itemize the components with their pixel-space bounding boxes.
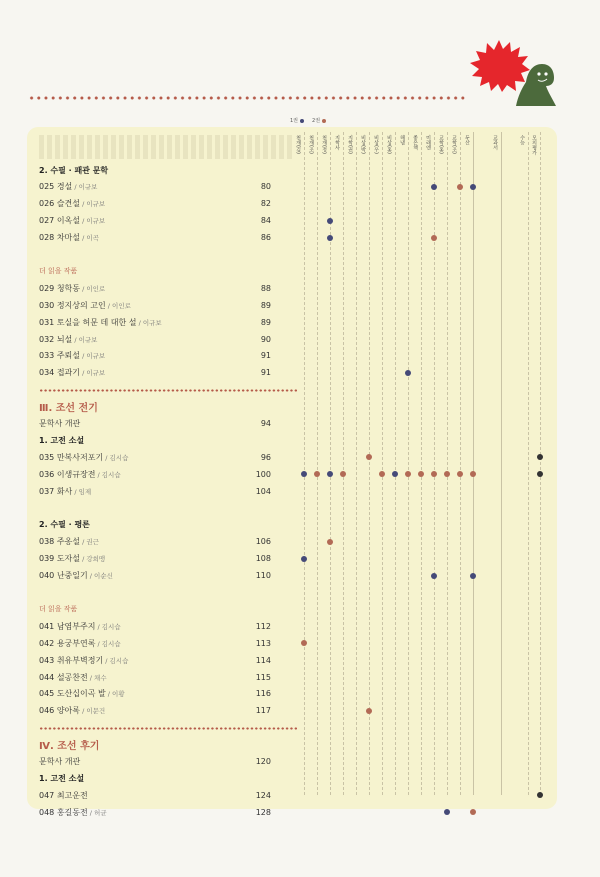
entry-author: / 강희맹 (80, 555, 106, 564)
toc-entry[interactable] (39, 365, 271, 381)
column-header: 교학(조) (451, 135, 457, 154)
column-divider (408, 132, 409, 795)
entry-author: / 이규보 (80, 369, 106, 378)
column-divider (528, 132, 529, 795)
column-header: 지학(권) (347, 135, 353, 154)
toc-entry[interactable] (39, 804, 271, 820)
textbook-marker-dot (301, 556, 307, 562)
entry-author: / 이문건 (80, 707, 106, 716)
entry-page: 115 (255, 672, 271, 682)
entry-title: 문학사 개관 (39, 419, 81, 428)
toc-entry[interactable] (39, 618, 271, 634)
entry-author: / 김시습 (95, 639, 121, 648)
column-divider (434, 132, 435, 795)
toc-entry[interactable] (39, 466, 271, 482)
textbook-marker-dot (457, 184, 463, 190)
entry-page: 112 (255, 621, 271, 631)
entry-title: 036 이생규장전 / 김시습 (39, 469, 121, 479)
entry-title: 027 이옥설 / 이규보 (39, 216, 106, 226)
column-header: 좋은책 (412, 135, 418, 150)
toc-entry[interactable] (39, 652, 271, 668)
toc-entry[interactable] (39, 754, 271, 770)
entry-title: 2. 수필 · 평론 (39, 520, 90, 530)
entry-page: 84 (260, 216, 271, 226)
column-divider (540, 132, 541, 795)
entry-title: 043 취유부벽정기 / 김시습 (39, 655, 129, 665)
section-heading (39, 770, 271, 786)
entry-page: 88 (260, 283, 271, 293)
entry-author: / 허균 (87, 808, 107, 817)
textbook-marker-dot (537, 471, 543, 477)
entry-title: 더 읽을 작품 (39, 267, 78, 276)
entry-title: Ⅲ. 조선 전기 (39, 403, 98, 415)
legend-vol2: 2권 (312, 117, 326, 124)
toc-entry[interactable] (39, 331, 271, 347)
entry-author: / 채수 (87, 673, 107, 682)
entry-page: 113 (255, 638, 271, 648)
textbook-marker-dot (431, 184, 437, 190)
entry-page: 124 (255, 790, 271, 800)
textbook-marker-dot (405, 370, 411, 376)
more-reading-heading (39, 263, 271, 279)
textbook-marker-dot (301, 640, 307, 646)
toc-entry[interactable] (39, 179, 271, 195)
textbook-marker-dot (379, 471, 385, 477)
entry-title: 045 도산십이곡 발 / 이황 (39, 689, 125, 699)
entry-title: 2. 수필 · 패관 문학 (39, 165, 109, 175)
dotted-border (28, 95, 468, 101)
entry-title: 034 접과기 / 이규보 (39, 368, 106, 378)
entry-title: 035 만복사저포기 / 김시습 (39, 452, 129, 462)
textbook-marker-dot (366, 708, 372, 714)
toc-entry[interactable] (39, 196, 271, 212)
entry-title: 1. 고전 소설 (39, 773, 85, 783)
entry-page: 110 (255, 571, 271, 581)
entry-page: 106 (255, 537, 271, 547)
section-heading (39, 162, 271, 178)
entry-author: / 이규보 (72, 183, 98, 192)
entry-title: 032 뇌설 / 이규보 (39, 334, 98, 344)
textbook-marker-dot (470, 573, 476, 579)
mascot-icon (512, 58, 558, 106)
textbook-marker-dot (431, 573, 437, 579)
entry-page: 120 (255, 757, 271, 766)
column-divider (447, 132, 448, 795)
entry-page: 91 (260, 368, 271, 378)
entry-page: 82 (260, 199, 271, 209)
toc-entry[interactable] (39, 686, 271, 702)
entry-title: 025 경설 / 이규보 (39, 182, 98, 192)
entry-author: / 김시습 (103, 453, 129, 462)
toc-entry[interactable] (39, 635, 271, 651)
entry-page: 117 (255, 706, 271, 716)
entry-author: / 이규보 (80, 352, 106, 361)
legend-vol1: 1권 (290, 117, 304, 124)
textbook-marker-dot (418, 471, 424, 477)
entry-author: / 이규보 (72, 335, 98, 344)
textbook-marker-dot (470, 471, 476, 477)
entry-title: 033 주뢰설 / 이규보 (39, 351, 106, 361)
entry-author: / 이규보 (80, 217, 106, 226)
entry-title: 037 화사 / 임제 (39, 486, 92, 496)
toc-entry[interactable] (39, 703, 271, 719)
textbook-marker-dot (327, 471, 333, 477)
entry-title: 038 주옹설 / 권근 (39, 537, 99, 547)
entry-title: 028 차마설 / 이곡 (39, 233, 99, 243)
entry-author: / 김시습 (95, 470, 121, 479)
entry-author: / 이규보 (80, 200, 106, 209)
toc-entry[interactable] (39, 568, 271, 584)
textbook-marker-dot (444, 809, 450, 815)
entry-title: 046 양아록 / 이문건 (39, 706, 106, 716)
entry-author: / 임제 (72, 487, 92, 496)
toc-entry[interactable] (39, 297, 271, 313)
toc-entry[interactable] (39, 230, 271, 246)
entry-title: 1. 고전 소설 (39, 435, 85, 445)
section-heading (39, 517, 271, 533)
entry-page: 89 (260, 317, 271, 327)
section-heading (39, 432, 271, 448)
entry-page: 96 (260, 452, 271, 462)
textbook-marker-dot (470, 184, 476, 190)
textbook-marker-dot (301, 471, 307, 477)
column-divider (330, 132, 331, 795)
column-divider (382, 132, 383, 795)
entry-author: / 이황 (105, 690, 125, 699)
entry-title: 041 남염부주지 / 김시습 (39, 621, 121, 631)
column-header: 천재(정) (321, 135, 327, 154)
toc-panel (27, 127, 557, 817)
section-separator (39, 727, 297, 730)
column-header: 모의평가 (531, 135, 537, 155)
column-header: 교과서 (492, 135, 498, 150)
column-divider (369, 132, 370, 795)
entry-title: 047 최고운전 (39, 790, 88, 800)
textbook-marker-dot (392, 471, 398, 477)
textbook-marker-dot (537, 454, 543, 460)
section-separator (39, 389, 297, 392)
column-header: 천재(김) (295, 135, 301, 154)
column-divider (473, 132, 474, 795)
toc-entry[interactable] (39, 348, 271, 364)
chapter-heading (39, 399, 271, 415)
volume-legend (290, 117, 326, 124)
entry-title: 044 설공찬전 / 채수 (39, 672, 107, 682)
toc-entry[interactable] (39, 280, 271, 296)
entry-author: / 이인로 (105, 301, 131, 310)
entry-title: Ⅳ. 조선 후기 (39, 741, 100, 753)
entry-page: 90 (260, 334, 271, 344)
toc-entry[interactable] (39, 416, 271, 432)
toc-entry[interactable] (39, 449, 271, 465)
more-reading-heading (39, 601, 271, 617)
toc-entry[interactable] (39, 534, 271, 550)
column-header: 미래엔 (425, 135, 431, 150)
column-divider (501, 132, 502, 795)
entry-author: / 김시습 (95, 622, 121, 631)
column-divider (317, 132, 318, 795)
entry-page: 108 (255, 554, 271, 564)
entry-title: 042 용궁부연록 / 김시습 (39, 638, 121, 648)
textbook-marker-dot (340, 471, 346, 477)
entry-page: 104 (255, 486, 271, 496)
textbook-marker-dot (314, 471, 320, 477)
toc-entry[interactable] (39, 669, 271, 685)
column-header: 교학(홍) (438, 135, 444, 154)
column-divider (421, 132, 422, 795)
column-divider (304, 132, 305, 795)
textbook-marker-dot (327, 235, 333, 241)
toc-entry[interactable] (39, 483, 271, 499)
column-divider (460, 132, 461, 795)
toc-entry[interactable] (39, 314, 271, 330)
entry-author: / 이순신 (87, 572, 113, 581)
column-header: 천재(조) (308, 135, 314, 154)
textbook-marker-dot (431, 471, 437, 477)
textbook-marker-dot (470, 809, 476, 815)
column-header: 비상(박) (360, 135, 366, 154)
column-divider (356, 132, 357, 795)
entry-page: 114 (255, 655, 271, 665)
column-header: 비상(우) (373, 135, 379, 154)
toc-entry[interactable] (39, 213, 271, 229)
entry-title: 문학사 개관 (39, 757, 81, 766)
textbook-marker-dot (405, 471, 411, 477)
entry-page: 91 (260, 351, 271, 361)
column-header: 수능 (519, 135, 525, 145)
entry-page: 128 (255, 807, 271, 817)
entry-title: 더 읽을 작품 (39, 605, 78, 614)
entry-author: / 김시습 (103, 656, 129, 665)
textbook-marker-dot (327, 218, 333, 224)
textbook-marker-dot (537, 792, 543, 798)
entry-title: 030 정지상의 고인 / 이인로 (39, 300, 131, 310)
faded-header-pattern (39, 135, 294, 159)
entry-author: / 이인로 (80, 284, 106, 293)
textbook-marker-dot (366, 454, 372, 460)
column-header: 해냄 (399, 135, 405, 145)
entry-author: / 이곡 (80, 234, 99, 243)
entry-page: 94 (260, 419, 271, 428)
entry-page: 86 (260, 233, 271, 243)
chapter-heading (39, 737, 271, 753)
toc-entry[interactable] (39, 787, 271, 803)
entry-page: 116 (255, 689, 271, 699)
textbook-marker-dot (444, 471, 450, 477)
entry-title: 039 도자설 / 강희맹 (39, 554, 106, 564)
entry-page: 89 (260, 300, 271, 310)
column-header: 비상(홍) (386, 135, 392, 154)
entry-page: 100 (255, 469, 271, 479)
entry-title: 048 홍길동전 / 허균 (39, 807, 107, 817)
toc-entry[interactable] (39, 551, 271, 567)
textbook-marker-dot (457, 471, 463, 477)
entry-author: / 권근 (80, 538, 99, 547)
textbook-marker-dot (431, 235, 437, 241)
column-header: 지학사 (334, 135, 340, 150)
entry-author: / 이규보 (136, 318, 162, 327)
column-header: 두산 (464, 135, 470, 145)
entry-page: 80 (260, 182, 271, 192)
entry-title: 040 난중일기 / 이순신 (39, 571, 113, 581)
column-divider (395, 132, 396, 795)
textbook-marker-dot (327, 539, 333, 545)
entry-title: 029 청학동 / 이인로 (39, 283, 106, 293)
entry-title: 031 토실을 허문 데 대한 설 / 이규보 (39, 317, 162, 327)
entry-title: 026 슬견설 / 이규보 (39, 199, 106, 209)
column-divider (343, 132, 344, 795)
